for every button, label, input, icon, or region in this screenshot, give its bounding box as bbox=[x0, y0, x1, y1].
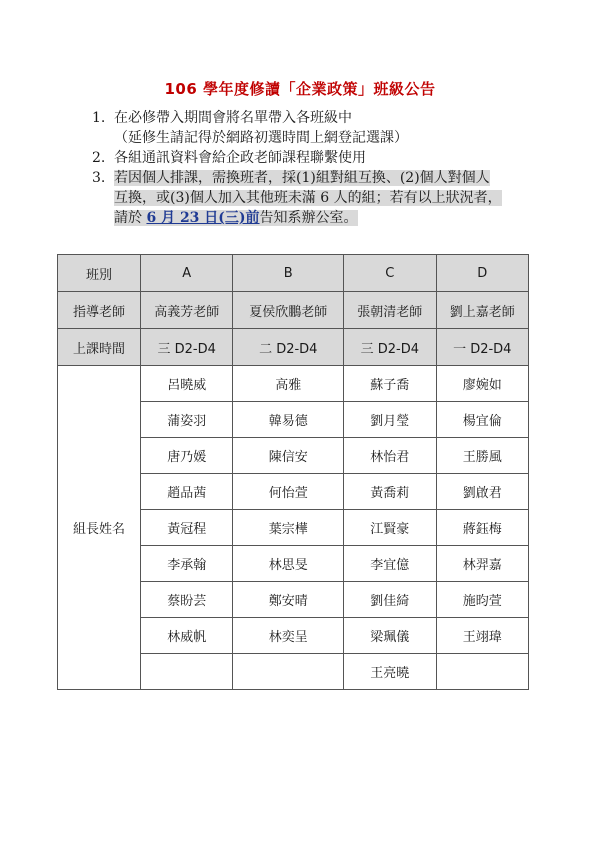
leader-cell: 李宜億 bbox=[344, 546, 436, 582]
notice-subtext: （延修生請記得於網路初選時間上網登記選課） bbox=[114, 130, 408, 146]
leader-cell: 趙品茜 bbox=[141, 474, 233, 510]
leader-cell: 黃喬莉 bbox=[344, 474, 436, 510]
leader-cell: 林怡君 bbox=[344, 438, 436, 474]
time-label: 上課時間 bbox=[58, 329, 141, 366]
leader-cell: 王勝風 bbox=[436, 438, 528, 474]
notice-number: 3. bbox=[92, 170, 106, 186]
leader-cell: 唐乃媛 bbox=[141, 438, 233, 474]
page-title: 106 學年度修讀「企業政策」班級公告 bbox=[164, 80, 436, 98]
leader-cell: 李承翰 bbox=[141, 546, 233, 582]
notice-item-1 bbox=[92, 108, 562, 128]
notice-text: 各組通訊資料會給企政老師課程聯繫使用 bbox=[114, 150, 366, 166]
leader-cell: 黃冠程 bbox=[141, 510, 233, 546]
leader-cell: 蔣鈺梅 bbox=[436, 510, 528, 546]
teacher-cell: 夏侯欣鵬老師 bbox=[233, 292, 344, 329]
leader-cell: 林奕呈 bbox=[233, 618, 344, 654]
class-row bbox=[58, 255, 529, 292]
notice-number: 1. bbox=[92, 110, 106, 126]
leader-cell: 韓易德 bbox=[233, 402, 344, 438]
notice-list bbox=[92, 108, 562, 228]
leader-label: 組長姓名 bbox=[58, 366, 141, 690]
class-cell: D bbox=[436, 255, 528, 292]
leader-cell: 蘇子喬 bbox=[344, 366, 436, 402]
leader-cell: 劉啟君 bbox=[436, 474, 528, 510]
notice-text-prefix: 請於 bbox=[114, 210, 147, 226]
leader-cell: 蔡盼芸 bbox=[141, 582, 233, 618]
deadline-date: 6 月 23 日(三)前 bbox=[146, 210, 260, 226]
notice-item-3 bbox=[92, 168, 562, 228]
teacher-cell: 張朝清老師 bbox=[344, 292, 436, 329]
teacher-label: 指導老師 bbox=[58, 292, 141, 329]
leader-cell: 呂曉威 bbox=[141, 366, 233, 402]
leader-cell: 廖婉如 bbox=[436, 366, 528, 402]
leader-cell: 鄭安晴 bbox=[233, 582, 344, 618]
notice-text: 在必修帶入期間會將名單帶入各班級中 bbox=[114, 110, 352, 126]
leader-cell: 何怡萱 bbox=[233, 474, 344, 510]
time-cell: 二 D2-D4 bbox=[233, 329, 344, 366]
leader-cell: 劉佳綺 bbox=[344, 582, 436, 618]
time-cell: 三 D2-D4 bbox=[344, 329, 436, 366]
leader-cell: 林思旻 bbox=[233, 546, 344, 582]
leader-cell: 劉月瑩 bbox=[344, 402, 436, 438]
notice-item-1-sub bbox=[92, 128, 562, 148]
notice-item-2 bbox=[92, 148, 562, 168]
leader-cell bbox=[141, 654, 233, 690]
time-row bbox=[58, 329, 529, 366]
table-row bbox=[58, 366, 529, 402]
leader-cell: 王亮曉 bbox=[344, 654, 436, 690]
time-cell: 一 D2-D4 bbox=[436, 329, 528, 366]
leader-cell: 梁珮儀 bbox=[344, 618, 436, 654]
leader-cell: 高雅 bbox=[233, 366, 344, 402]
leader-cell: 施昀萱 bbox=[436, 582, 528, 618]
leader-cell: 楊宜倫 bbox=[436, 402, 528, 438]
class-cell: C bbox=[344, 255, 436, 292]
leader-cell: 蒲姿羽 bbox=[141, 402, 233, 438]
leader-cell: 葉宗樺 bbox=[233, 510, 344, 546]
notice-text-line-2: 互換，或(3)個人加入其他班未滿 6 人的組；若有以上狀況者， bbox=[114, 190, 502, 206]
class-table bbox=[57, 254, 529, 690]
notice-text-line-1: 若因個人排課，需換班者，採(1)組對組互換、(2)個人對個人 bbox=[114, 170, 490, 186]
teacher-cell: 高義芳老師 bbox=[141, 292, 233, 329]
leader-cell: 林羿嘉 bbox=[436, 546, 528, 582]
leader-cell: 林威帆 bbox=[141, 618, 233, 654]
time-cell: 三 D2-D4 bbox=[141, 329, 233, 366]
notice-text-suffix: 告知系辦公室。 bbox=[259, 210, 358, 226]
leader-cell bbox=[436, 654, 528, 690]
class-cell: A bbox=[141, 255, 233, 292]
notice-text-line-3 bbox=[114, 210, 358, 226]
leader-cell: 王翊瑋 bbox=[436, 618, 528, 654]
class-cell: B bbox=[233, 255, 344, 292]
notice-number: 2. bbox=[92, 150, 106, 166]
leader-cell: 江賢豪 bbox=[344, 510, 436, 546]
teacher-cell: 劉上嘉老師 bbox=[436, 292, 528, 329]
leader-cell: 陳信安 bbox=[233, 438, 344, 474]
teacher-row bbox=[58, 292, 529, 329]
class-label: 班別 bbox=[58, 255, 141, 292]
leader-cell bbox=[233, 654, 344, 690]
